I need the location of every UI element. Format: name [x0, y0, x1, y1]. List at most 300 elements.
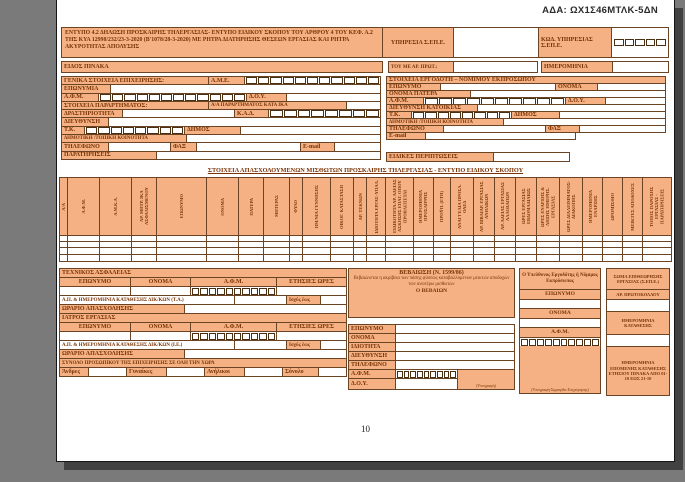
- doctor-afm-label: Α.Φ.Μ.: [191, 322, 277, 332]
- company-community-label: ΔΗΜΟΤΙΚΗ /ΤΟΠΙΚΗ ΚΟΙΝΟΤΗΤΑ: [61, 134, 187, 143]
- char-box: [124, 94, 135, 101]
- sign-afm-label: Α.Φ.Μ.: [519, 327, 601, 338]
- emp-table-cell: [289, 248, 303, 253]
- emp-column-header-6: [206, 178, 238, 235]
- company-email-label: E-mail: [301, 142, 335, 151]
- char-box: [584, 339, 591, 346]
- emp-table-cell: [263, 236, 288, 241]
- char-box: [325, 110, 338, 117]
- emp-table-cell: [156, 236, 207, 241]
- emp-table-cell: [622, 248, 642, 253]
- spacer: [576, 132, 666, 140]
- char-box: [135, 127, 146, 134]
- doctor-surname-label: ΕΠΩΝΥΜΟ: [59, 322, 131, 332]
- activity-label: ΔΡΑΣΤΗΡΙΟΤΗΤΑ: [61, 109, 123, 118]
- emp-column-label: ΑΡ. ΤΕΚΝΩΝ: [357, 192, 363, 221]
- emp-table-cell: [642, 242, 670, 247]
- char-box: [561, 339, 568, 346]
- emp-column-label: ΑΝΑΓΓΕΛΙΑ ΠΡΟΣΛ. ΟΑΕΔ: [456, 184, 467, 229]
- emp-table-cell: [330, 255, 353, 261]
- char-box: [576, 339, 583, 346]
- char-box: [234, 94, 245, 101]
- char-box: [86, 127, 97, 134]
- doctor-hours-label: ΕΤΗΣΙΕΣ ΩΡΕΣ: [277, 322, 347, 332]
- emp-table-cell: [385, 242, 412, 247]
- sign-name-label: ΟΝΟΜΑ: [519, 308, 601, 319]
- emp-table-cell: [515, 236, 536, 241]
- minors-label: Ανήλικοι: [205, 367, 245, 377]
- emp-column-header-16: [433, 178, 450, 235]
- emp-table-cell: [263, 242, 288, 247]
- emp-table-cell: [99, 248, 131, 253]
- char-box: [268, 333, 275, 340]
- emp-column-header-25: [622, 178, 642, 235]
- company-phone-label: ΤΗΛΕΦΩΝΟ: [61, 142, 109, 151]
- char-box: [410, 371, 416, 378]
- spacer: [570, 152, 666, 162]
- emp-table-cell: [131, 236, 156, 241]
- emp-table-cell: [450, 242, 473, 247]
- char-box: [200, 288, 207, 295]
- char-box: [635, 39, 645, 46]
- emp-column-label: ΩΡΟΜΙΣΘΙΟ: [610, 192, 616, 221]
- char-box: [529, 339, 536, 346]
- char-box: [646, 39, 656, 46]
- emp-column-header-12: [353, 178, 367, 235]
- emp-table-cell: [622, 255, 642, 261]
- table-kind-label: ΕΙΔΟΣ ΠΙΝΑΚΑ: [61, 61, 383, 73]
- emp-column-header-7: [238, 178, 263, 235]
- char-box: [430, 371, 436, 378]
- emp-table-cell: [206, 242, 238, 247]
- emp-table-cell: [238, 248, 263, 253]
- emp-table-cell: [582, 255, 602, 261]
- emp-table-cell: [238, 242, 263, 247]
- emp-column-header-11: [330, 178, 353, 235]
- char-box: [356, 77, 367, 84]
- emp-table-row: [60, 255, 671, 261]
- emp-table-cell: [473, 255, 494, 261]
- emp-table-cell: [515, 255, 536, 261]
- char-box: [234, 288, 241, 295]
- char-box: [521, 339, 528, 346]
- minors-field: [245, 367, 283, 377]
- emp-table-cell: [99, 236, 131, 241]
- emp-column-label: ΗΜ/ΝΙΑ ΓΕΝΝΗΣΗΣ: [313, 184, 319, 229]
- emp-table-cell: [131, 242, 156, 247]
- emp-table-cell: [433, 242, 450, 247]
- employer-community-label: ΔΗΜΟΤΙΚΗ /ΤΟΠΙΚΗ ΚΟΙΝΟΤΗΤΑ: [386, 118, 504, 126]
- form-title: ΕΝΤΥΠΟ 4.2 ΔΗΛΩΣΗ ΠΡΟΣΚΑΙΡΗΣ ΤΗΛΕΡΓΑΣΙΑΣ- ΕΝΤΥΠΟ ΕΙΔΙΚΟΥ ΣΚΟΠΟΥ ΤΟΥ ΑΡΘΡΟΥ 4 ΤΟΥ ΚΕΦ. Α.2 ΤΗΣ ΚΥΑ 12998/232/23-3-2020 (Β'1078/28-3-2020) ΜΕ ΡΗΤΡΑ ΔΙΑΤΗΡΗΣΗΣ ΘΕΣΕΩΝ ΕΡΓΑΣΙΑΣ ΚΑΙ ΡΗΤΡΑ ΑΚΥΡΟΤΗΤΑΣ ΑΠΟΛΥΣΗΣ: [61, 27, 383, 58]
- emp-column-label: ΩΡΕΣ ΔΙΑΛΕΙΜΜΑΤΟΣ-ΔΙΑΚΟΠΗΣ: [566, 180, 577, 233]
- doctor-afm-boxes: [191, 333, 276, 340]
- char-box: [173, 94, 184, 101]
- char-box: [210, 94, 221, 101]
- sepe-title: ΣΩΜΑ ΕΠΙΘΕΩΡΗΣΗΣ ΕΡΓΑΣΙΑΣ (Σ.ΕΠ.Ε.): [606, 268, 670, 290]
- emp-column-label: ΩΡΕΣ ΕΡΓΑΣΙΑΣ ΕΒΔΟΜΑΔΙΑΙΩΣ: [520, 188, 531, 225]
- emp-table-cell: [263, 248, 288, 253]
- company-address-label: ΔΙΕΥΘΥΝΣΗ: [61, 117, 109, 126]
- men-label: Άνδρες: [59, 367, 89, 377]
- emp-table-cell: [385, 255, 412, 261]
- char-box: [112, 94, 123, 101]
- emp-column-label: ΜΗΤΕΡΑΣ: [273, 195, 279, 218]
- emp-column-label: ΤΟΠΟΣ ΠΑΡΟΧΗΣ ΕΡΓΑΣΙΑΣ - ΠΑΡΑΤΗΡΗΣΕΙΣ: [649, 186, 665, 227]
- certification-body: Βεβαιώνεται η ακρίβεια των πάσης φύσεως καταβαλλόμενων μεικτών αποδοχών των ανωτέρω μισθωτών: [353, 276, 510, 287]
- emp-column-label: ΑΡ. ΑΔΕΙΑΣ ΕΡΓΑΣΙΑΣ ΑΛΛΟΔΑΠΩΝ: [499, 182, 510, 231]
- certifier-address-label: ΔΙΕΥΘΥΝΣΗ: [348, 351, 396, 361]
- certifier-name-label: ΟΝΟΜΑ: [348, 333, 396, 343]
- ame-boxes: [245, 77, 380, 84]
- company-section: [61, 76, 381, 160]
- emp-table-cell: [642, 248, 670, 253]
- emp-column-header-2: [67, 178, 99, 235]
- char-box: [270, 110, 283, 117]
- char-box: [417, 371, 423, 378]
- certifier-surname-label: ΕΠΩΝΥΜΟ: [348, 324, 396, 334]
- technician-surname-label: ΕΠΩΝΥΜΟ: [59, 277, 131, 287]
- emp-table-cell: [353, 248, 367, 253]
- company-tk-label: Τ.Κ.: [61, 126, 85, 135]
- emp-table-cell: [622, 236, 642, 241]
- emp-column-label: Α.Φ.Μ.: [81, 199, 87, 214]
- emp-table-cell: [67, 248, 99, 253]
- emp-table-cell: [330, 236, 353, 241]
- emp-table-cell: [67, 242, 99, 247]
- char-box: [450, 371, 456, 378]
- certification-section: [348, 268, 515, 390]
- emp-table-cell: [559, 242, 582, 247]
- certifier-phone-label: ΤΗΛΕΦΩΝΟ: [348, 360, 396, 370]
- technician-section-label: ΤΕΧΝΙΚΟΣ ΑΣΦΑΛΕΙΑΣ: [59, 268, 347, 278]
- page-number: 10: [361, 424, 370, 434]
- company-afm-label: Α.Φ.Μ.: [61, 93, 99, 102]
- ada-number: ΑΔΑ: ΩΧ1Σ46ΜΤΛΚ-5ΔΝ: [542, 5, 658, 16]
- char-box: [217, 333, 224, 340]
- emp-table-cell: [433, 255, 450, 261]
- sepe-service-code-label: ΚΩΔ. ΥΠΗΡΕΣΙΑΣ Σ.ΕΠ.Ε.: [539, 27, 612, 58]
- emp-table-cell: [642, 255, 670, 261]
- char-box: [353, 110, 366, 117]
- protocol-label: ΤΟΥ ΜΕ ΑΡ. ΠΡΩΤ.:: [388, 61, 454, 73]
- sepe-protocol-label: ΑΡ. ΠΡΩΤΟΚΟΛΛΟΥ: [606, 289, 670, 300]
- company-municipality-label: ΔΗΜΟΣ: [185, 126, 241, 135]
- emp-table-cell: [330, 242, 353, 247]
- emp-column-header-21: [536, 178, 559, 235]
- char-box: [160, 127, 171, 134]
- emp-table-cell: [366, 248, 385, 253]
- emp-table-cell: [450, 248, 473, 253]
- emp-table-cell: [413, 255, 433, 261]
- employer-section-label: ΣΤΟΙΧΕΙΑ ΕΡΓΟΔΟΤΗ – ΝΟΜΙΜΟΥ ΕΚΠΡΟΣΩΠΟΥ: [386, 76, 666, 84]
- char-box: [147, 127, 158, 134]
- emp-table-cell: [536, 242, 559, 247]
- form-page: [56, 0, 675, 462]
- char-box: [298, 110, 311, 117]
- emp-column-label: ΑΡ. ΜΗΤΡ. ΙΚΑ ΑΣΦΑΛΙΣΜΕΝΟΥ: [138, 187, 149, 226]
- sepe-deposit-date-label: ΗΜΕΡΟΜΗΝΙΑ ΚΑΤΑΘΕΣΗΣ: [606, 311, 670, 335]
- company-notes-field: [157, 151, 381, 160]
- emp-column-header-4: [131, 178, 156, 235]
- employer-signature-section: [519, 268, 601, 394]
- kad-label: Κ.Α.Δ.: [235, 109, 269, 118]
- technician-schedule-label: ΩΡΑΡΙΟ ΑΠΑΣΧΟΛΗΣΗΣ: [59, 304, 185, 314]
- emp-table-cell: [60, 236, 67, 241]
- emp-table-cell: [582, 242, 602, 247]
- emp-table-cell: [206, 255, 238, 261]
- sepe-section: [606, 268, 670, 396]
- char-box: [100, 94, 111, 101]
- emp-table-cell: [515, 242, 536, 247]
- char-box: [625, 39, 635, 46]
- sepe-service-label: ΥΠΗΡΕΣΙΑ Σ.ΕΠ.Ε.: [383, 27, 454, 58]
- emp-table-cell: [289, 236, 303, 241]
- emp-column-label: ΗΜΕΡΟΜΗΝΙΑ ΠΡΟΣΛΗΨΗΣ: [418, 190, 429, 223]
- doctor-name-label: ΟΝΟΜΑ: [131, 322, 191, 332]
- doctor-deposit-label: Α.Π. & ΗΜΕΡΟΜΗΝΙΑ ΚΑΤΑΘΕΣΗΣ ΔΙΚ/ΚΩΝ (Ι.Ε.): [59, 340, 235, 350]
- sepe-next-deposit-label: ΗΜΕΡΟΜΗΝΙΑ ΕΠΟΜΕΝΗΣ ΚΑΤΑΘΕΣΗΣ ΕΤΗΣΙΟΥ ΠΙΝΑΚΑ ΑΠΟ 01-10 ΕΩΣ 21-10: [606, 346, 670, 396]
- char-box: [545, 339, 552, 346]
- emp-table-cell: [366, 242, 385, 247]
- char-box: [217, 288, 224, 295]
- emp-table-cell: [67, 255, 99, 261]
- char-box: [98, 127, 109, 134]
- emp-column-label: ΟΝΟΜΑ: [220, 197, 226, 216]
- emp-table-cell: [99, 242, 131, 247]
- special-cases-field: [494, 152, 570, 162]
- sum-field: [319, 367, 347, 377]
- doctor-schedule-label: ΩΡΑΡΙΟ ΑΠΑΣΧΟΛΗΣΗΣ: [59, 349, 185, 359]
- emp-table-cell: [494, 242, 515, 247]
- employer-afm-label: Α.Φ.Μ.: [386, 97, 424, 105]
- certifier-doy-label: Δ.Ο.Υ.: [348, 378, 396, 390]
- emp-table-cell: [602, 242, 622, 247]
- certifier-signature-note-cell: [458, 378, 515, 390]
- employer-father-label: ΟΝΟΜΑ ΠΑΤΕΡΑ: [386, 90, 471, 98]
- char-box: [344, 77, 355, 84]
- char-box: [200, 333, 207, 340]
- char-box: [242, 333, 249, 340]
- emp-table-cell: [156, 248, 207, 253]
- char-box: [226, 333, 233, 340]
- certifier-doy-field: [396, 378, 458, 390]
- char-box: [568, 339, 575, 346]
- char-box: [424, 371, 430, 378]
- women-label: Γυναίκες: [127, 367, 167, 377]
- emp-column-header-5: [156, 178, 207, 235]
- emp-table-cell: [413, 236, 433, 241]
- char-box: [368, 77, 379, 84]
- emp-table-cell: [559, 236, 582, 241]
- emp-table-cell: [582, 236, 602, 241]
- char-box: [234, 333, 241, 340]
- emp-table-cell: [385, 248, 412, 253]
- emp-table-cell: [473, 248, 494, 253]
- company-section-label: ΓΕΝΙΚΑ ΣΤΟΙΧΕΙΑ ΕΠΙΧΕΙΡΗΣΗΣ:: [61, 76, 209, 85]
- emp-table-cell: [602, 255, 622, 261]
- char-box: [226, 288, 233, 295]
- emp-table-cell: [473, 236, 494, 241]
- emp-column-header-3: [99, 178, 131, 235]
- ame-label: Α.Μ.Ε.: [209, 76, 245, 85]
- emp-column-label: ΦΥΛΟ: [293, 200, 299, 213]
- technician-afm-label: Α.Φ.Μ.: [191, 277, 277, 287]
- emp-column-header-19: [494, 178, 515, 235]
- employees-table-title: ΣΤΟΙΧΕΙΑ ΑΠΑΣΧΟΛΟΥΜΕΝΩΝ ΜΙΣΘΩΤΩΝ ΠΡΟΣΚΑΙΡΗΣ ΤΗΛΕΡΓΑΣΙΑΣ - ΕΝΤΥΠΟ ΕΙΔΙΚΟΥ ΣΚΟΠΟΥ: [207, 167, 524, 174]
- special-cases-label: ΕΙΔΙΚΕΣ ΠΕΡΙΠΤΩΣΕΙΣ: [386, 152, 494, 162]
- emp-table-cell: [263, 255, 288, 261]
- employer-address-label: ΔΙΕΥΘΥΝΣΗ ΚΑΤΟΙΚΙΑΣ: [386, 104, 478, 112]
- emp-table-cell: [433, 248, 450, 253]
- emp-column-header-23: [582, 178, 602, 235]
- emp-column-header-20: [515, 178, 536, 235]
- emp-column-label: Α.Μ.Κ.Α.: [112, 197, 118, 216]
- safety-section: [59, 268, 347, 377]
- char-box: [137, 94, 148, 101]
- date-label: ΗΜΕΡΟΜΗΝΙΑ: [541, 61, 613, 73]
- char-box: [222, 94, 233, 101]
- technician-valid-until-label: Ισχύς έως: [287, 295, 321, 305]
- emp-table-cell: [302, 255, 329, 261]
- char-box: [614, 39, 624, 46]
- emp-table-cell: [60, 255, 67, 261]
- emp-column-label: ΙΔΙΟΤΗΤΑ ΕΡΓΑΤ.-ΥΠΑΛ.: [373, 179, 379, 234]
- char-box: [209, 288, 216, 295]
- employer-tk-label: Τ.Κ.: [386, 111, 412, 119]
- char-box: [197, 94, 208, 101]
- emp-table-cell: [289, 242, 303, 247]
- emp-column-header-22: [559, 178, 582, 235]
- emp-table-cell: [156, 242, 207, 247]
- company-notes-label: ΠΑΡΑΤΗΡΗΣΕΙΣ: [61, 151, 157, 160]
- employer-surname-label: ΕΠΩΝΥΜΟ: [386, 83, 441, 91]
- company-name-label: ΕΠΩΝΥΜΙΑ: [61, 84, 111, 93]
- emp-column-header-9: [289, 178, 303, 235]
- emp-table-cell: [385, 236, 412, 241]
- emp-table-cell: [238, 236, 263, 241]
- char-box: [537, 339, 544, 346]
- kad-boxes: [269, 110, 380, 117]
- emp-table-cell: [559, 255, 582, 261]
- emp-table-cell: [366, 255, 385, 261]
- employer-phone-label: ΤΗΛΕΦΩΝΟ: [386, 125, 444, 133]
- women-field: [167, 367, 205, 377]
- emp-table-cell: [302, 242, 329, 247]
- char-box: [209, 333, 216, 340]
- char-box: [366, 110, 379, 117]
- char-box: [553, 339, 560, 346]
- emp-table-cell: [433, 236, 450, 241]
- doctor-section-label: ΙΑΤΡΟΣ ΕΡΓΑΣΙΑΣ: [59, 313, 347, 323]
- sepe-service-code-boxes-cell: [612, 27, 669, 58]
- char-box: [284, 110, 297, 117]
- emp-table-cell: [60, 242, 67, 247]
- emp-table-cell: [353, 242, 367, 247]
- emp-column-header-26: [642, 178, 670, 235]
- char-box: [251, 288, 258, 295]
- emp-table-cell: [67, 236, 99, 241]
- emp-column-header-8: [263, 178, 288, 235]
- company-fax-label: ΦΑΞ: [171, 142, 197, 151]
- sepe-service-field: [454, 27, 539, 58]
- table-kind-row: [61, 61, 669, 73]
- char-box: [123, 127, 134, 134]
- emp-table-cell: [494, 248, 515, 253]
- protocol-field: [454, 61, 538, 73]
- company-afm-boxes: [99, 94, 246, 101]
- char-box: [283, 77, 294, 84]
- employer-signature-area: [519, 346, 601, 394]
- technician-name-label: ΟΝΟΜΑ: [131, 277, 191, 287]
- emp-column-label: ΕΠΩΝΥΜΟ: [179, 194, 185, 219]
- char-box: [258, 77, 269, 84]
- char-box: [437, 371, 443, 378]
- employer-doy-label: Δ.Ο.Υ.: [566, 97, 606, 105]
- emp-table-cell: [536, 236, 559, 241]
- certification-header: [348, 268, 515, 318]
- employer-signature-note: (Υπογραφή-Σφραγίδα Επιχείρησης): [531, 387, 589, 392]
- company-doy-label: Δ.Ο.Υ.: [247, 93, 287, 102]
- sum-label: Σύνολο: [283, 367, 319, 377]
- emp-table-cell: [536, 255, 559, 261]
- emp-column-header-14: [385, 178, 412, 235]
- emp-column-label: ΗΜΕΡΟΜΗΝΙΑ ΕΝΑΡΞΗΣ: [587, 190, 598, 223]
- emp-table-cell: [131, 255, 156, 261]
- char-box: [246, 77, 257, 84]
- technician-afm-boxes: [191, 288, 276, 295]
- sign-afm-boxes: [520, 339, 600, 346]
- employer-section: [386, 76, 666, 140]
- char-box: [397, 371, 403, 378]
- emp-table-cell: [366, 236, 385, 241]
- emp-table-cell: [206, 248, 238, 253]
- char-box: [259, 288, 266, 295]
- emp-column-header-15: [413, 178, 433, 235]
- emp-table-cell: [289, 255, 303, 261]
- certifier-signature-note: (Υπογραφή): [476, 383, 496, 388]
- emp-column-header-13: [366, 178, 385, 235]
- emp-table-cell: [99, 255, 131, 261]
- doctor-valid-until-label: Ισχύς έως: [287, 340, 321, 350]
- emp-column-header-1: [60, 178, 67, 235]
- emp-table-cell: [238, 255, 263, 261]
- emp-table-cell: [60, 248, 67, 253]
- char-box: [185, 94, 196, 101]
- date-field: [613, 61, 669, 73]
- emp-column-label: ΟΙΚΟΓ. ΚΑΤΑΣΤΑΣΗ: [339, 184, 345, 229]
- char-box: [251, 333, 258, 340]
- emp-column-label: ΠΑΤΕΡΑ: [248, 197, 254, 216]
- char-box: [311, 110, 324, 117]
- emp-table-cell: [642, 236, 670, 241]
- men-field: [89, 367, 127, 377]
- emp-table-cell: [413, 242, 433, 247]
- employer-email-label: E-mail: [386, 132, 426, 140]
- total-staff-label: ΣΥΝΟΛΟ ΠΡΟΣΩΠΙΚΟΥ ΤΗΣ ΕΠΙΧΕΙΡΗΣΗΣ ΣΕ ΟΛΗ ΤΗΝ ΧΩΡΑ: [59, 358, 347, 368]
- char-box: [149, 94, 160, 101]
- char-box: [339, 110, 352, 117]
- char-box: [404, 371, 410, 378]
- char-box: [592, 339, 599, 346]
- emp-table-cell: [494, 255, 515, 261]
- certification-title: ΒΕΒΑΙΩΣΗ (Ν. 1599/86): [399, 270, 464, 276]
- employer-signature-title: Ο Υπεύθυνος Εργοδότης ή Νόμιμος Εκπρόσωπος: [519, 268, 601, 290]
- emp-table-cell: [302, 248, 329, 253]
- char-box: [319, 77, 330, 84]
- char-box: [242, 288, 249, 295]
- special-cases-row: [386, 152, 666, 162]
- sign-surname-label: ΕΠΩΝΥΜΟ: [519, 289, 601, 300]
